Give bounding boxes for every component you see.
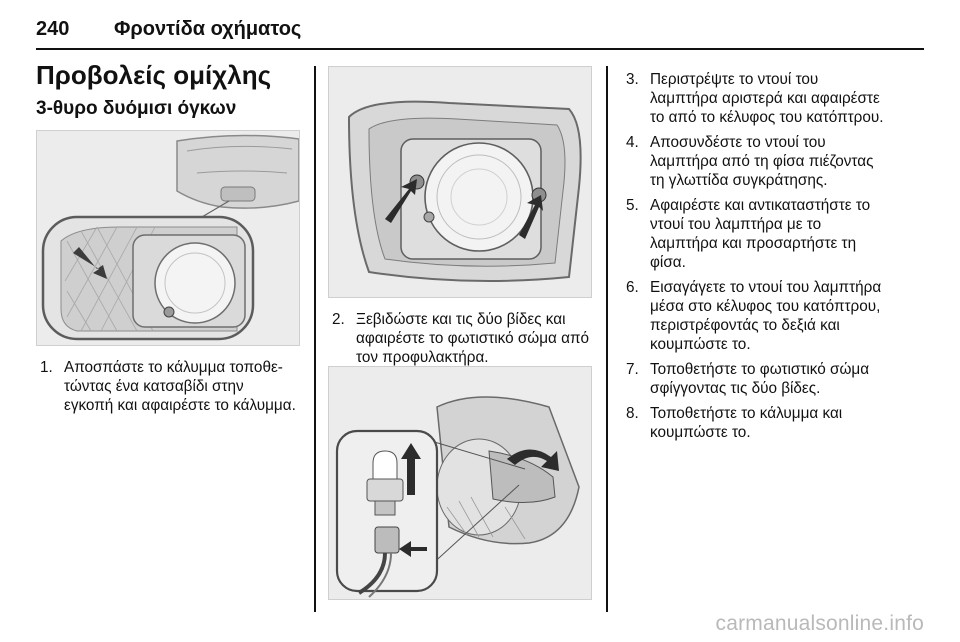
steps-column-2 (332, 310, 600, 373)
step-text: Αποσπάστε το κάλυμμα τοποθε- τώντας ένα κατσαβίδι στην εγκοπή και αφαιρέστε το κάλυμμα. (64, 359, 296, 414)
step-number: 3. (626, 71, 639, 88)
figure-fog-light-cover (36, 130, 300, 346)
subsection-title: 3-θυρο δυόμισι όγκων (36, 98, 237, 119)
page-header (36, 18, 924, 48)
step-item (626, 278, 926, 354)
step-text: Αφαιρέστε και αντικαταστήστε το ντουί του λαμπτήρα με το λαμπτήρα και προσαρτήστε τη φίσα. (650, 197, 871, 271)
figure-fog-light-screws (328, 66, 592, 298)
step-item (40, 358, 308, 415)
column-divider-right (606, 66, 608, 612)
step-item (626, 404, 926, 442)
step-number: 4. (626, 134, 639, 151)
bulb-socket-illustration (329, 367, 591, 599)
step-text: Αποσυνδέστε το ντουί του λαμπτήρα από τη φίσα πιέζοντας τη γλωττίδα συγκράτησης. (650, 134, 874, 189)
step-number: 1. (40, 359, 53, 376)
step-number: 2. (332, 311, 345, 328)
step-number: 5. (626, 197, 639, 214)
fog-light-screws-illustration (329, 67, 591, 297)
section-title: Προβολείς ομίχλης (36, 60, 272, 90)
step-number: 6. (626, 279, 639, 296)
step-item (626, 133, 926, 190)
step-number: 7. (626, 361, 639, 378)
step-text: Ξεβιδώστε και τις δύο βίδες και αφαιρέστε το φωτιστικό σώμα από τον προφυλακτήρα. (356, 311, 590, 366)
step-text: Τοποθετήστε το φωτιστικό σώμα σφίγγοντας τις δύο βίδες. (650, 361, 870, 397)
figure-bulb-socket (328, 366, 592, 600)
header-rule (36, 48, 924, 50)
watermark: carmanualsonline.info (715, 612, 924, 635)
step-item (626, 196, 926, 272)
step-item (626, 360, 926, 398)
step-text: Εισαγάγετε το ντουί του λαμπτήρα μέσα στο κέλυφος του κατόπτρου, περιστρέφοντάς το δεξιά και κουμπώστε το. (650, 279, 882, 353)
steps-column-1 (40, 358, 308, 421)
column-divider-left (314, 66, 316, 612)
steps-column-3 (626, 70, 926, 448)
page-number: 240 (36, 18, 70, 40)
step-item (626, 70, 926, 127)
page-section-title: Φροντίδα οχήματος (114, 18, 302, 40)
step-text: Περιστρέψτε το ντουί του λαμπτήρα αριστερά και αφαιρέστε το από το κέλυφος του κατόπτρου. (650, 71, 884, 126)
step-number: 8. (626, 405, 639, 422)
step-item (332, 310, 600, 367)
step-text: Τοποθετήστε το κάλυμμα και κουμπώστε το. (650, 405, 843, 441)
fog-light-cover-illustration (37, 131, 299, 345)
